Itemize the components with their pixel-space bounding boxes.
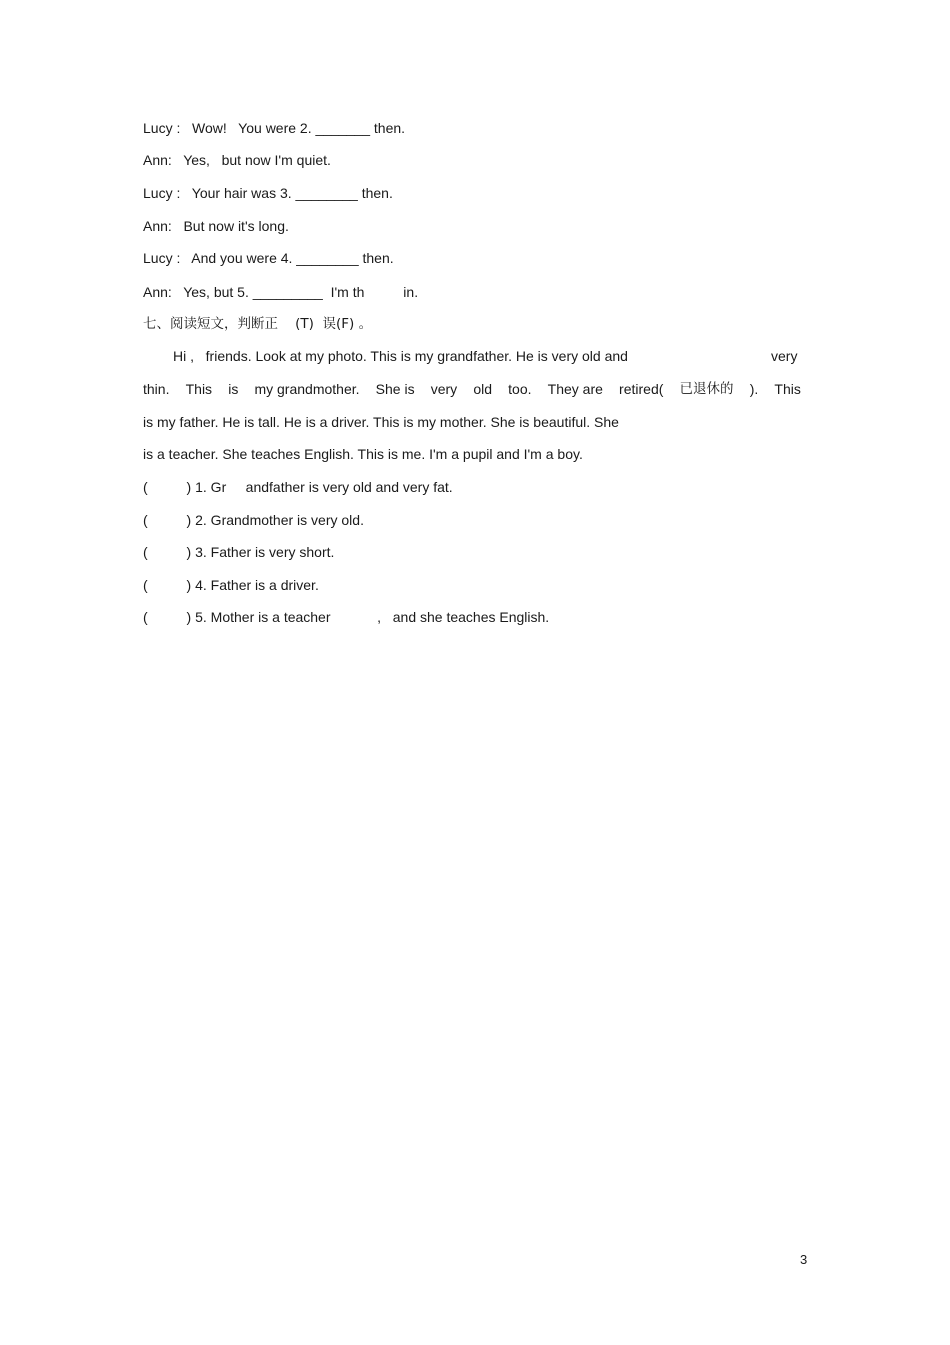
passage-word: is [228, 381, 239, 397]
passage-word: ). [749, 381, 759, 397]
passage-line-1-end: very [771, 348, 798, 364]
passage-word: very [430, 381, 458, 397]
dialogue-line: Lucy : Wow! You were 2. _______ then. [143, 120, 406, 136]
question-item: ( ) 5. Mother is a teacher , and she teaches English. [143, 609, 550, 625]
passage-word: too. [508, 381, 532, 397]
question-item: ( ) 2. Grandmother is very old. [143, 512, 364, 528]
page-number: 3 [800, 1252, 808, 1267]
dialogue-line: Lucy : Your hair was 3. ________ then. [143, 185, 393, 201]
passage-line-4: is a teacher. She teaches English. This is me. I'm a pupil and I'm a boy. [143, 446, 583, 462]
section-title: 七、阅读短文，判断正 (T) 误(F) 。 [143, 316, 373, 332]
passage-line-2 [143, 380, 801, 398]
passage-word: my grandmother. [254, 381, 360, 397]
passage-word: This [185, 381, 213, 397]
passage-word: thin. [143, 381, 170, 397]
dialogue-line: Ann: Yes, but now I'm quiet. [143, 152, 331, 168]
dialogue-line: Ann: But now it's long. [143, 218, 289, 234]
dialogue-line: Ann: Yes, but 5. _________ I'm th in. [143, 284, 419, 300]
passage-word: old [473, 381, 493, 397]
question-item: ( ) 4. Father is a driver. [143, 577, 319, 593]
question-item: ( ) 1. Gr andfather is very old and very fat. [143, 479, 453, 495]
passage-line-3: is my father. He is tall. He is a driver. This is my mother. She is beautiful. She [143, 414, 619, 430]
question-item: ( ) 3. Father is very short. [143, 544, 335, 560]
passage-word: She is [375, 381, 415, 397]
dialogue-line: Lucy : And you were 4. ________ then. [143, 250, 394, 266]
passage-word: They are [547, 381, 603, 397]
passage-word: retired( [619, 381, 664, 397]
passage-word-chinese: 已退休的 [679, 381, 734, 397]
passage-line-1: Hi , friends. Look at my photo. This is my grandfather. He is very old and [173, 348, 628, 364]
passage-word: This [774, 381, 801, 397]
